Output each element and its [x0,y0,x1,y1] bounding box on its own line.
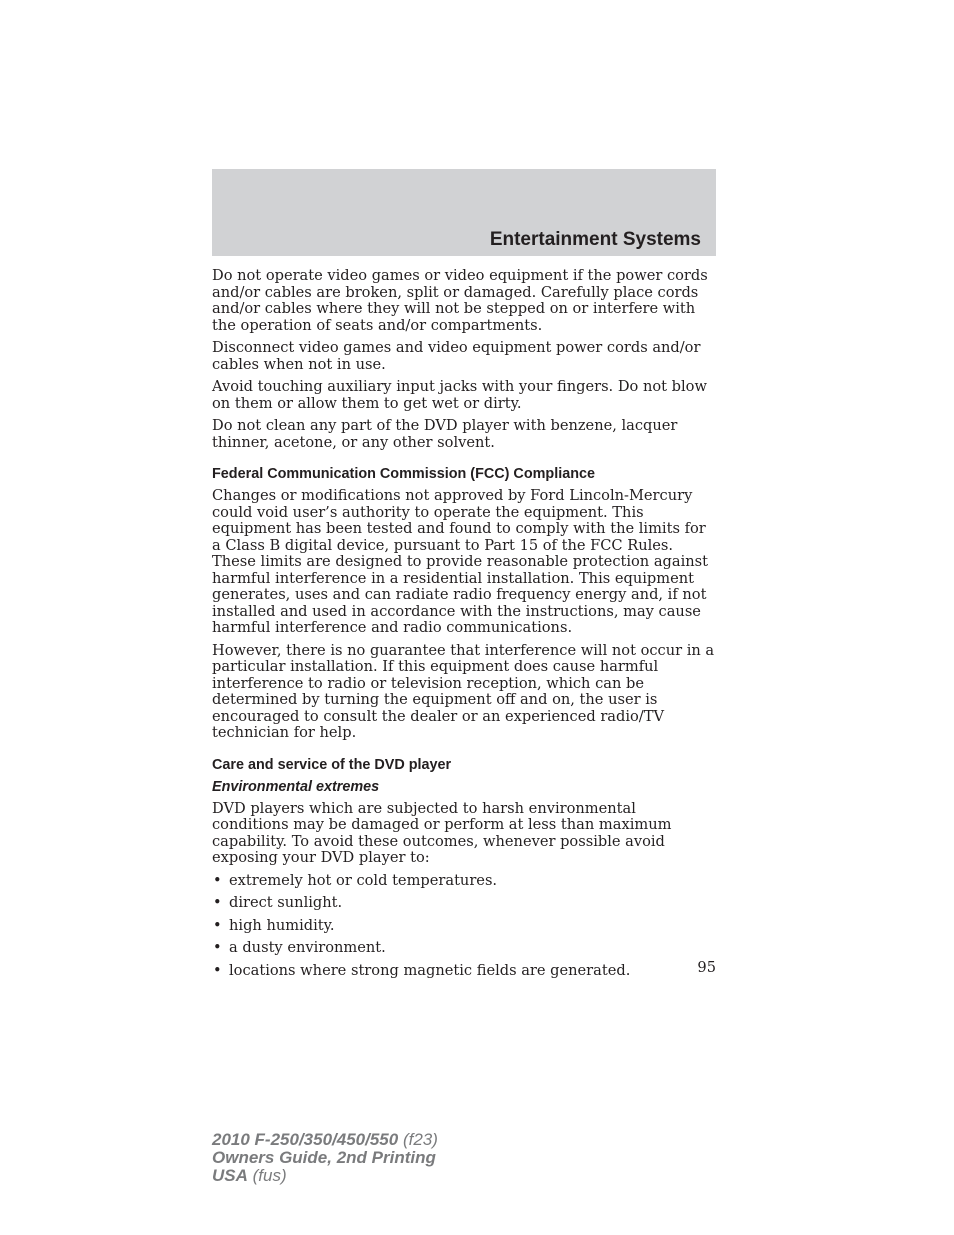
paragraph: Avoid touching auxiliary input jacks with your fingers. Do not blow on them or allow them to get wet or dirty. [212,378,707,412]
footer-line-guide [212,1149,438,1167]
paragraph: Changes or modifications not approved by Ford Lincoln-Mercury could void user’s authority to operate the equipment. This equipment has been tested and found to comply with the limits for a Class B digital device, pursuant to Part 15 of the FCC Rules. These limits are designed to provide reasonable protection against harmful interference in a residential installation. This equipment generates, uses and can radiate radio frequency energy and, if not installed and used in accordance with the instructions, may cause harmful interference and radio communications. [212,487,709,636]
list-item-text: high humidity. [229,916,335,934]
list-item-text: a dusty environment. [229,939,386,956]
list-item [212,895,716,912]
section-header-band [212,169,716,256]
list-item-text: locations where strong magnetic fields are generated. [229,961,631,979]
paragraph: Disconnect video games and video equipment power cords and/or cables when not in use. [212,339,701,373]
paragraph: DVD players which are subjected to harsh environmental conditions may be damaged or perform at less than maximum capability. To avoid these outcomes, whenever possible avoid exposing your DVD player to: [212,799,672,866]
care-heading: Care and service of the DVD player [212,756,452,773]
list-item [212,963,716,980]
paragraph: Do not operate video games or video equipment if the power cords and/or cables are broken, split or damaged. Carefully place cords and/or cables where they will not be stepped on or interfere with the operation of seats and/or compartments. [212,267,708,334]
list-item-text: extremely hot or cold temperatures. [229,871,498,889]
paragraph: Do not clean any part of the DVD player with benzene, lacquer thinner, acetone, or any other solvent. [212,417,678,451]
paragraph: However, there is no guarantee that interference will not occur in a particular installation. If this equipment does cause harmful interference to radio or television reception, which can be determined by turning the equipment off and on, the user is encouraged to consult the dealer or an experienced radio/TV technician for help. [212,641,715,741]
document-footer [212,1131,438,1185]
footer-guide: Owners Guide, 2nd Printing [212,1148,436,1167]
footer-model-code: (f23) [398,1130,438,1149]
list-item [212,918,716,935]
footer-market: USA [212,1166,248,1185]
list-item [212,873,716,890]
page-number: 95 [697,959,716,976]
bullet-icon: • [213,894,222,911]
footer-line-market [212,1167,438,1185]
bullet-icon: • [213,871,222,889]
fcc-heading: Federal Communication Commission (FCC) Compliance [212,466,595,482]
footer-market-code: (fus) [247,1166,287,1185]
environmental-subheading: Environmental extremes [212,778,380,795]
section-title: Entertainment Systems [489,229,701,250]
footer-model: 2010 F-250/350/450/550 [212,1130,399,1149]
footer-line-model [212,1131,438,1149]
page-content [212,268,716,985]
list-item-text: direct sunlight. [229,894,343,911]
bullet-list [212,873,716,980]
bullet-icon: • [213,916,222,934]
bullet-icon: • [213,961,222,979]
list-item [212,940,716,957]
bullet-icon: • [213,939,222,956]
